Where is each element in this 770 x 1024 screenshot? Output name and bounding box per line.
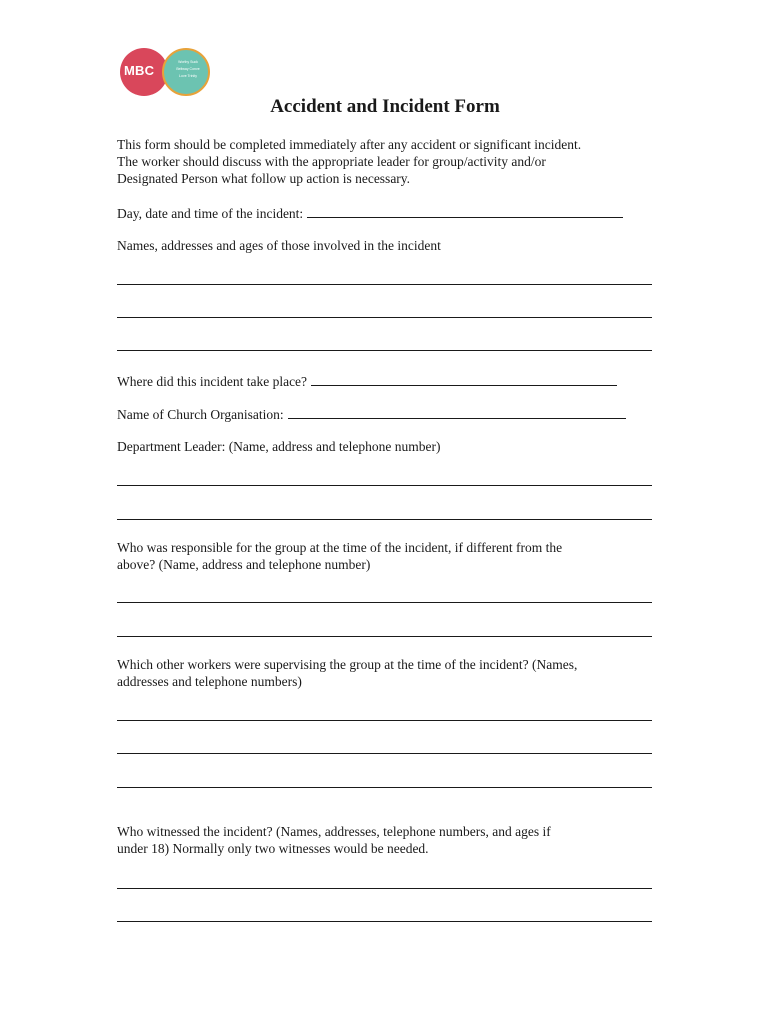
responsible-line-2[interactable] [117, 636, 652, 637]
question-department-leader: Department Leader: (Name, address and telephone number) [117, 439, 441, 454]
intro-line-1: This form should be completed immediately after any accident or significant incident. [117, 137, 582, 152]
day-date-time-field[interactable] [307, 203, 623, 218]
question-organisation [117, 404, 626, 423]
question-label: Name of Church Organisation: [117, 407, 284, 422]
workers-line-3[interactable] [117, 787, 652, 788]
responsible-line-1[interactable] [117, 602, 652, 603]
intro-line-3: Designated Person what follow up action is necessary. [117, 171, 411, 186]
names-involved-line-1[interactable] [117, 284, 652, 285]
names-involved-line-3[interactable] [117, 350, 652, 351]
workers-line-2[interactable] [117, 753, 652, 754]
names-involved-line-2[interactable] [117, 317, 652, 318]
logo-initials: MBC [124, 63, 155, 78]
church-logo [120, 48, 212, 96]
question-workers-line-1: Which other workers were supervising the group at the time of the incident? (Names, [117, 657, 578, 672]
witnesses-line-1[interactable] [117, 888, 652, 889]
workers-line-1[interactable] [117, 720, 652, 721]
question-where [117, 371, 617, 390]
intro-line-2: The worker should discuss with the appropriate leader for group/activity and/or [117, 154, 546, 169]
organisation-field[interactable] [288, 404, 626, 419]
form-title: Accident and Incident Form [270, 96, 500, 117]
question-responsible-line-2: above? (Name, address and telephone number) [117, 557, 371, 572]
question-names-involved: Names, addresses and ages of those involved in the incident [117, 238, 441, 253]
department-leader-line-1[interactable] [117, 485, 652, 486]
question-label: Day, date and time of the incident: [117, 206, 304, 221]
where-field[interactable] [311, 371, 617, 386]
department-leader-line-2[interactable] [117, 519, 652, 520]
question-workers-line-2: addresses and telephone numbers) [117, 674, 302, 689]
witnesses-line-2[interactable] [117, 921, 652, 922]
question-day-date-time [117, 203, 623, 222]
question-responsible-line-1: Who was responsible for the group at the time of the incident, if different from the [117, 540, 563, 555]
logo-subtitle: Worthy Suck Beltway Conve Love Trinity [176, 60, 200, 78]
question-label: Where did this incident take place? [117, 374, 308, 389]
question-witnesses-line-1: Who witnessed the incident? (Names, addresses, telephone numbers, and ages if [117, 824, 551, 839]
question-witnesses-line-2: under 18) Normally only two witnesses would be needed. [117, 841, 429, 856]
